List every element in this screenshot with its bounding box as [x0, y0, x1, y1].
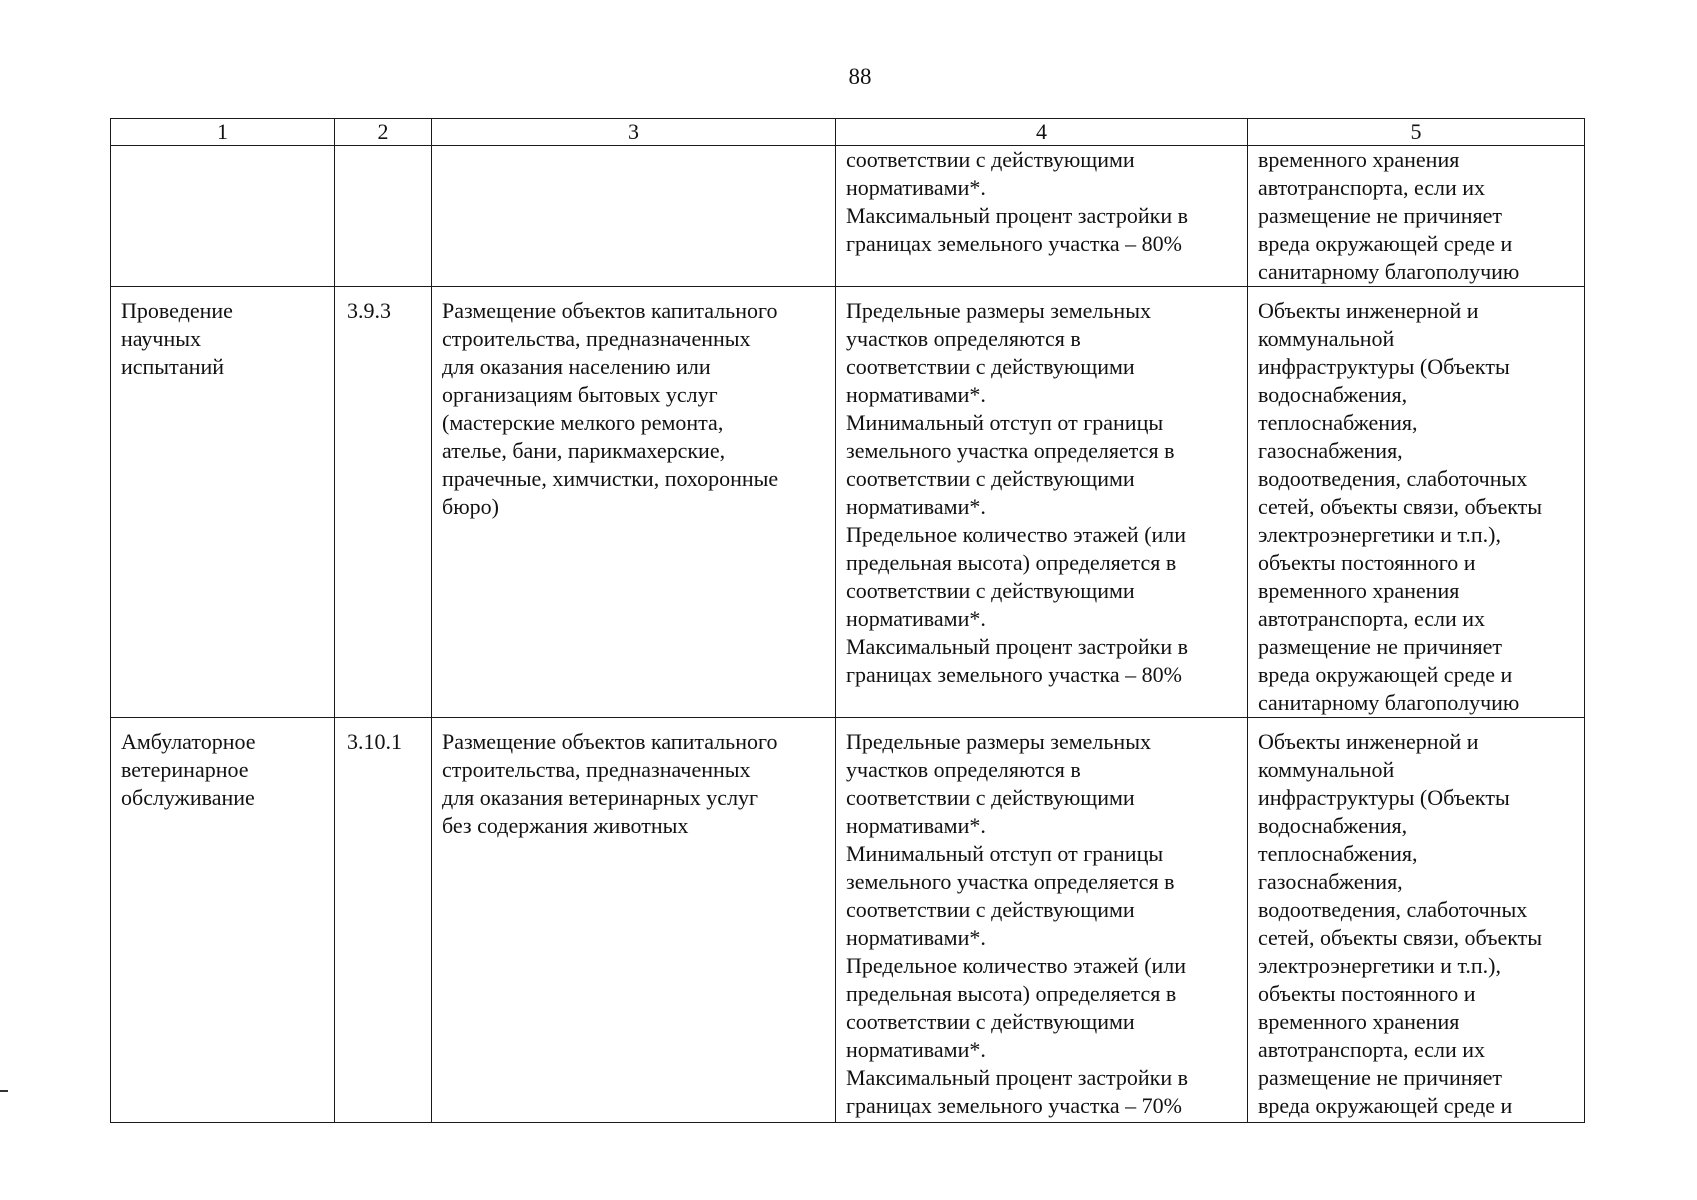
cell-auxiliary-uses-line: размещение не причиняет: [1258, 203, 1503, 228]
cell-auxiliary-uses-line: автотранспорта, если их: [1258, 1037, 1486, 1062]
cell-use-name-line: научных: [121, 326, 202, 351]
cell-parameters-line: нормативами*.: [846, 494, 986, 519]
cell-parameters-line: соответствии с действующими: [846, 466, 1135, 491]
cell-parameters-line: Предельное количество этажей (или: [846, 522, 1187, 547]
cell-parameters-line: Предельные размеры земельных: [846, 298, 1151, 323]
cell-parameters-line: нормативами*.: [846, 1037, 986, 1062]
cell-auxiliary-uses-line: водоотведения, слаботочных: [1258, 897, 1528, 922]
cell-use-description: [432, 287, 836, 718]
cell-parameters: [836, 718, 1248, 1123]
cell-parameters-line: соответствии с действующими: [846, 147, 1135, 172]
cell-auxiliary-uses-line: временного хранения: [1258, 578, 1460, 603]
cell-use-description-line: Размещение объектов капитального: [442, 729, 778, 754]
cell-use-code: [335, 146, 432, 287]
cell-use-description-line: Размещение объектов капитального: [442, 298, 778, 323]
cell-auxiliary-uses-line: коммунальной: [1258, 757, 1395, 782]
column-header-1: 1: [111, 119, 335, 146]
cell-auxiliary-uses-line: инфраструктуры (Объекты: [1258, 354, 1510, 379]
cell-auxiliary-uses: [1248, 287, 1585, 718]
column-header-4: 4: [836, 119, 1248, 146]
cell-auxiliary-uses-line: коммунальной: [1258, 326, 1395, 351]
cell-auxiliary-uses: [1248, 718, 1585, 1123]
header-row: [111, 119, 1585, 146]
cell-parameters-line: участков определяются в: [846, 326, 1081, 351]
cell-parameters-line: Максимальный процент застройки в: [846, 203, 1188, 228]
cell-auxiliary-uses-line: временного хранения: [1258, 147, 1460, 172]
cell-auxiliary-uses-line: инфраструктуры (Объекты: [1258, 785, 1510, 810]
cell-auxiliary-uses: [1248, 146, 1585, 287]
cell-auxiliary-uses-line: вреда окружающей среде и: [1258, 231, 1513, 256]
table-row: [111, 146, 1585, 287]
cell-parameters-line: Минимальный отступ от границы: [846, 410, 1164, 435]
cell-auxiliary-uses-line: объекты постоянного и: [1258, 550, 1476, 575]
cell-use-name-line: обслуживание: [121, 785, 255, 810]
cell-auxiliary-uses-line: санитарному благополучию: [1258, 690, 1520, 715]
cell-parameters-line: соответствии с действующими: [846, 785, 1135, 810]
cell-use-description-line: для оказания ветеринарных услуг: [442, 785, 759, 810]
cell-parameters: [836, 146, 1248, 287]
column-header-3: 3: [432, 119, 836, 146]
cell-use-description-line: (мастерские мелкого ремонта,: [442, 410, 724, 435]
column-header-2: 2: [335, 119, 432, 146]
cell-auxiliary-uses-line: автотранспорта, если их: [1258, 606, 1486, 631]
cell-use-description: [432, 146, 836, 287]
cell-auxiliary-uses-line: размещение не причиняет: [1258, 634, 1503, 659]
cell-use-description-line: организациям бытовых услуг: [442, 382, 718, 407]
cell-parameters-line: Максимальный процент застройки в: [846, 634, 1188, 659]
cell-auxiliary-uses-line: водоснабжения,: [1258, 813, 1408, 838]
cell-auxiliary-uses-line: газоснабжения,: [1258, 438, 1403, 463]
cell-parameters-line: Предельные размеры земельных: [846, 729, 1151, 754]
cell-parameters-line: предельная высота) определяется в: [846, 550, 1177, 575]
cell-use-name: [111, 718, 335, 1123]
cell-auxiliary-uses-line: размещение не причиняет: [1258, 1065, 1503, 1090]
cell-use-description-line: прачечные, химчистки, похоронные: [442, 466, 779, 491]
cell-parameters-line: участков определяются в: [846, 757, 1081, 782]
cell-auxiliary-uses-line: водоснабжения,: [1258, 382, 1408, 407]
cell-parameters-line: соответствии с действующими: [846, 897, 1135, 922]
cell-auxiliary-uses-line: водоотведения, слаботочных: [1258, 466, 1528, 491]
cell-auxiliary-uses-line: теплоснабжения,: [1258, 841, 1418, 866]
cell-parameters-line: земельного участка определяется в: [846, 438, 1175, 463]
cell-auxiliary-uses-line: временного хранения: [1258, 1009, 1460, 1034]
cell-auxiliary-uses-line: Объекты инженерной и: [1258, 298, 1479, 323]
cell-parameters-line: нормативами*.: [846, 813, 986, 838]
cell-parameters-line: соответствии с действующими: [846, 354, 1135, 379]
table-row: [111, 287, 1585, 718]
column-header-5: 5: [1248, 119, 1585, 146]
cell-use-code: 3.9.3: [335, 287, 432, 718]
cell-use-description-line: бюро): [442, 494, 499, 519]
cell-auxiliary-uses-line: объекты постоянного и: [1258, 981, 1476, 1006]
cell-parameters: [836, 287, 1248, 718]
cell-use-name: [111, 287, 335, 718]
zoning-table: [110, 118, 1585, 1123]
cell-auxiliary-uses-line: сетей, объекты связи, объекты: [1258, 494, 1543, 519]
cell-parameters-line: границах земельного участка – 80%: [846, 231, 1182, 256]
scan-edge-mark: [0, 1090, 8, 1092]
cell-use-description: [432, 718, 836, 1123]
cell-auxiliary-uses-line: автотранспорта, если их: [1258, 175, 1486, 200]
cell-use-name-line: испытаний: [121, 354, 225, 379]
cell-use-description-line: ателье, бани, парикмахерские,: [442, 438, 726, 463]
cell-auxiliary-uses-line: электроэнергетики и т.п.),: [1258, 522, 1501, 547]
cell-auxiliary-uses-line: вреда окружающей среде и: [1258, 1093, 1513, 1118]
page-number: 88: [848, 64, 872, 89]
cell-use-code: 3.10.1: [335, 718, 432, 1123]
cell-auxiliary-uses-line: вреда окружающей среде и: [1258, 662, 1513, 687]
cell-parameters-line: нормативами*.: [846, 175, 986, 200]
cell-parameters-line: нормативами*.: [846, 606, 986, 631]
cell-auxiliary-uses-line: газоснабжения,: [1258, 869, 1403, 894]
cell-parameters-line: Минимальный отступ от границы: [846, 841, 1164, 866]
table-row: [111, 718, 1585, 1123]
cell-parameters-line: границах земельного участка – 80%: [846, 662, 1182, 687]
cell-parameters-line: земельного участка определяется в: [846, 869, 1175, 894]
cell-use-name-line: ветеринарное: [121, 757, 249, 782]
cell-use-description-line: без содержания животных: [442, 813, 689, 838]
cell-use-name-line: Проведение: [121, 298, 233, 323]
cell-auxiliary-uses-line: Объекты инженерной и: [1258, 729, 1479, 754]
cell-auxiliary-uses-line: санитарному благополучию: [1258, 259, 1520, 284]
cell-parameters-line: Максимальный процент застройки в: [846, 1065, 1188, 1090]
cell-auxiliary-uses-line: электроэнергетики и т.п.),: [1258, 953, 1501, 978]
cell-parameters-line: нормативами*.: [846, 925, 986, 950]
cell-use-description-line: для оказания населению или: [442, 354, 711, 379]
cell-use-name: [111, 146, 335, 287]
cell-parameters-line: границах земельного участка – 70%: [846, 1093, 1182, 1118]
cell-use-name-line: Амбулаторное: [121, 729, 256, 754]
cell-parameters-line: нормативами*.: [846, 382, 986, 407]
cell-parameters-line: соответствии с действующими: [846, 1009, 1135, 1034]
cell-parameters-line: предельная высота) определяется в: [846, 981, 1177, 1006]
cell-use-description-line: строительства, предназначенных: [442, 757, 751, 782]
cell-auxiliary-uses-line: сетей, объекты связи, объекты: [1258, 925, 1543, 950]
cell-auxiliary-uses-line: теплоснабжения,: [1258, 410, 1418, 435]
cell-parameters-line: Предельное количество этажей (или: [846, 953, 1187, 978]
cell-parameters-line: соответствии с действующими: [846, 578, 1135, 603]
cell-use-description-line: строительства, предназначенных: [442, 326, 751, 351]
